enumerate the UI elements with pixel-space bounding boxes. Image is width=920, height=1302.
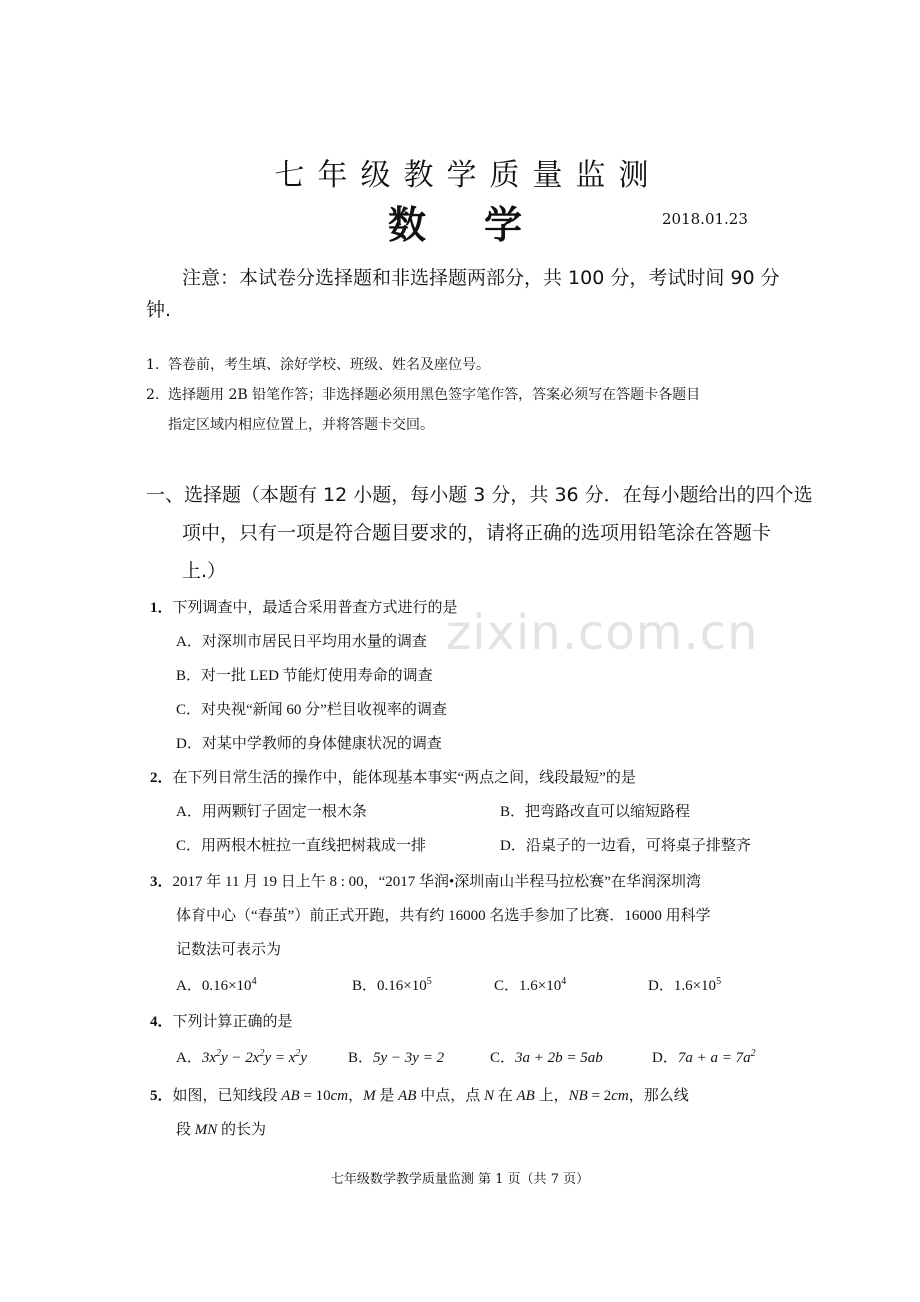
q3-option-b xyxy=(352,974,432,995)
option-exponent: 5 xyxy=(426,976,432,987)
q3-option-a xyxy=(176,974,257,995)
q2-option-c: C．用两根木桩拉一直线把树栽成一排 xyxy=(176,838,427,854)
q1-option-d: D．对某中学教师的身体健康状况的调查 xyxy=(176,736,442,752)
math-var: AB xyxy=(398,1088,417,1104)
rule-item-2 xyxy=(146,380,786,440)
question-5-line-2 xyxy=(176,1118,266,1139)
option-exponent: 4 xyxy=(561,976,567,987)
option-expression: $3x^2y - 2x^2y = x^2y$ xyxy=(201,1048,308,1066)
option-letter: B． xyxy=(348,1050,374,1066)
question-text: 是 xyxy=(375,1088,399,1104)
option-letter: A． xyxy=(176,1050,202,1066)
math-unit: cm xyxy=(611,1088,629,1104)
page-footer: 七年级数学教学质量监测 第 1 页（共 7 页） xyxy=(330,1172,590,1187)
option-expression: $7a + a = 7a^2$ xyxy=(677,1048,756,1066)
question-text: 的长为 xyxy=(217,1122,267,1138)
q2-option-a: A．用两颗钉子固定一根木条 xyxy=(176,804,367,820)
option-letter: D． xyxy=(652,1050,678,1066)
option-letter: D． xyxy=(648,978,674,994)
q3-option-d xyxy=(648,974,721,995)
math-var: AB xyxy=(516,1088,535,1104)
question-number: 3． xyxy=(150,874,173,890)
section-heading xyxy=(146,476,813,590)
q2-option-d: D．沿桌子的一边看，可将桌子排整齐 xyxy=(500,838,751,854)
option-value: 1.6×10 xyxy=(519,978,562,994)
option-expression: 3a + 2b = 5ab xyxy=(515,1050,603,1066)
q4-option-b xyxy=(348,1046,444,1067)
question-number: 2． xyxy=(150,770,173,786)
math-unit: cm xyxy=(330,1088,349,1104)
q4-option-d xyxy=(652,1046,756,1067)
q1-option-c: C．对央视“新闻 60 分”栏目收视率的调查 xyxy=(176,702,447,718)
q4-option-a xyxy=(176,1046,307,1067)
q2-option-b: B．把弯路改直可以缩短路程 xyxy=(500,804,691,820)
question-number: 1． xyxy=(150,600,173,616)
question-2-stem xyxy=(150,766,636,787)
section-line-2: 项中，只有一项是符合题目要求的，请将正确的选项用铅笔涂在答题卡 xyxy=(182,522,772,544)
question-number: 4． xyxy=(150,1014,173,1030)
exam-title: 七年级教学质量监测 xyxy=(274,158,662,193)
math-var: AB xyxy=(281,1088,300,1104)
question-3-stem xyxy=(150,870,701,891)
option-letter: C． xyxy=(490,1050,516,1066)
rule-text: 答卷前，考生填、涂好学校、班级、姓名及座位号。 xyxy=(168,357,490,373)
rule-number: 2. xyxy=(146,387,160,403)
question-3-line-3: 记数法可表示为 xyxy=(176,942,282,958)
question-text: 2017 年 11 月 19 日上午 8 : 00，“2017 华润•深圳南山半程马拉松赛”在华润深圳湾 xyxy=(172,874,701,890)
option-value: 1.6×10 xyxy=(673,978,717,994)
math-var: NB xyxy=(568,1088,588,1104)
exam-date: 2018.01.23 xyxy=(662,210,748,228)
question-text: 段 xyxy=(176,1122,195,1138)
option-letter: A． xyxy=(176,978,202,994)
section-line-1: 一、选择题（本题有 12 小题，每小题 3 分，共 36 分．在每小题给出的四个选 xyxy=(146,484,813,506)
question-text: 如图，已知线段 xyxy=(172,1088,282,1104)
question-1-stem xyxy=(150,596,458,617)
question-text: 在下列日常生活的操作中，能体现基本事实“两点之间，线段最短”的是 xyxy=(172,770,636,786)
option-value: 0.16×10 xyxy=(201,978,252,994)
question-text: 下列计算正确的是 xyxy=(172,1014,293,1030)
option-value: 0.16×10 xyxy=(377,978,427,994)
option-expression: 5y − 3y = 2 xyxy=(373,1050,445,1066)
question-text: 中点，点 xyxy=(416,1088,484,1104)
notice-text: 注意：本试卷分选择题和非选择题两部分，共 100 分，考试时间 90 分钟. xyxy=(146,267,780,321)
subject-title: 数学 xyxy=(388,203,581,247)
rule-number: 1. xyxy=(146,357,160,373)
watermark: zixin.com.cn xyxy=(446,605,759,661)
math-var: M xyxy=(363,1088,376,1104)
rule-text: 选择题用 2B 铅笔作答；非选择题必须用黑色签字笔作答，答案必须写在答题卡各题目 xyxy=(168,387,701,403)
question-text: 在 xyxy=(493,1088,517,1104)
question-text: 下列调查中，最适合采用普查方式进行的是 xyxy=(172,600,458,616)
section-line-3: 上.） xyxy=(182,560,227,582)
question-text: ，那么线 xyxy=(628,1088,689,1104)
math-var: MN xyxy=(194,1122,218,1138)
option-exponent: 5 xyxy=(716,976,722,987)
math-text: = 10 xyxy=(299,1088,331,1104)
rule-item-1 xyxy=(146,350,786,380)
q3-option-c xyxy=(494,974,566,995)
math-var: N xyxy=(483,1088,494,1104)
rule-text-continued: 指定区域内相应位置上，并将答题卡交回。 xyxy=(168,417,434,433)
option-exponent: 4 xyxy=(251,976,257,987)
question-3-line-2: 体育中心（“春茧”）前正式开跑，共有约 16000 名选手参加了比赛．16000 用科学 xyxy=(176,908,711,924)
q4-option-c xyxy=(490,1046,603,1067)
question-4-stem xyxy=(150,1010,293,1031)
question-text: ， xyxy=(348,1088,364,1104)
question-number: 5． xyxy=(150,1088,173,1104)
question-5-stem xyxy=(150,1084,689,1105)
question-text: 上， xyxy=(534,1088,569,1104)
option-letter: C． xyxy=(494,978,520,994)
q1-option-a: A．对深圳市居民日平均用水量的调查 xyxy=(176,634,427,650)
math-text: = 2 xyxy=(587,1088,612,1104)
q1-option-b: B．对一批 LED 节能灯使用寿命的调查 xyxy=(176,668,433,684)
option-letter: B． xyxy=(352,978,378,994)
